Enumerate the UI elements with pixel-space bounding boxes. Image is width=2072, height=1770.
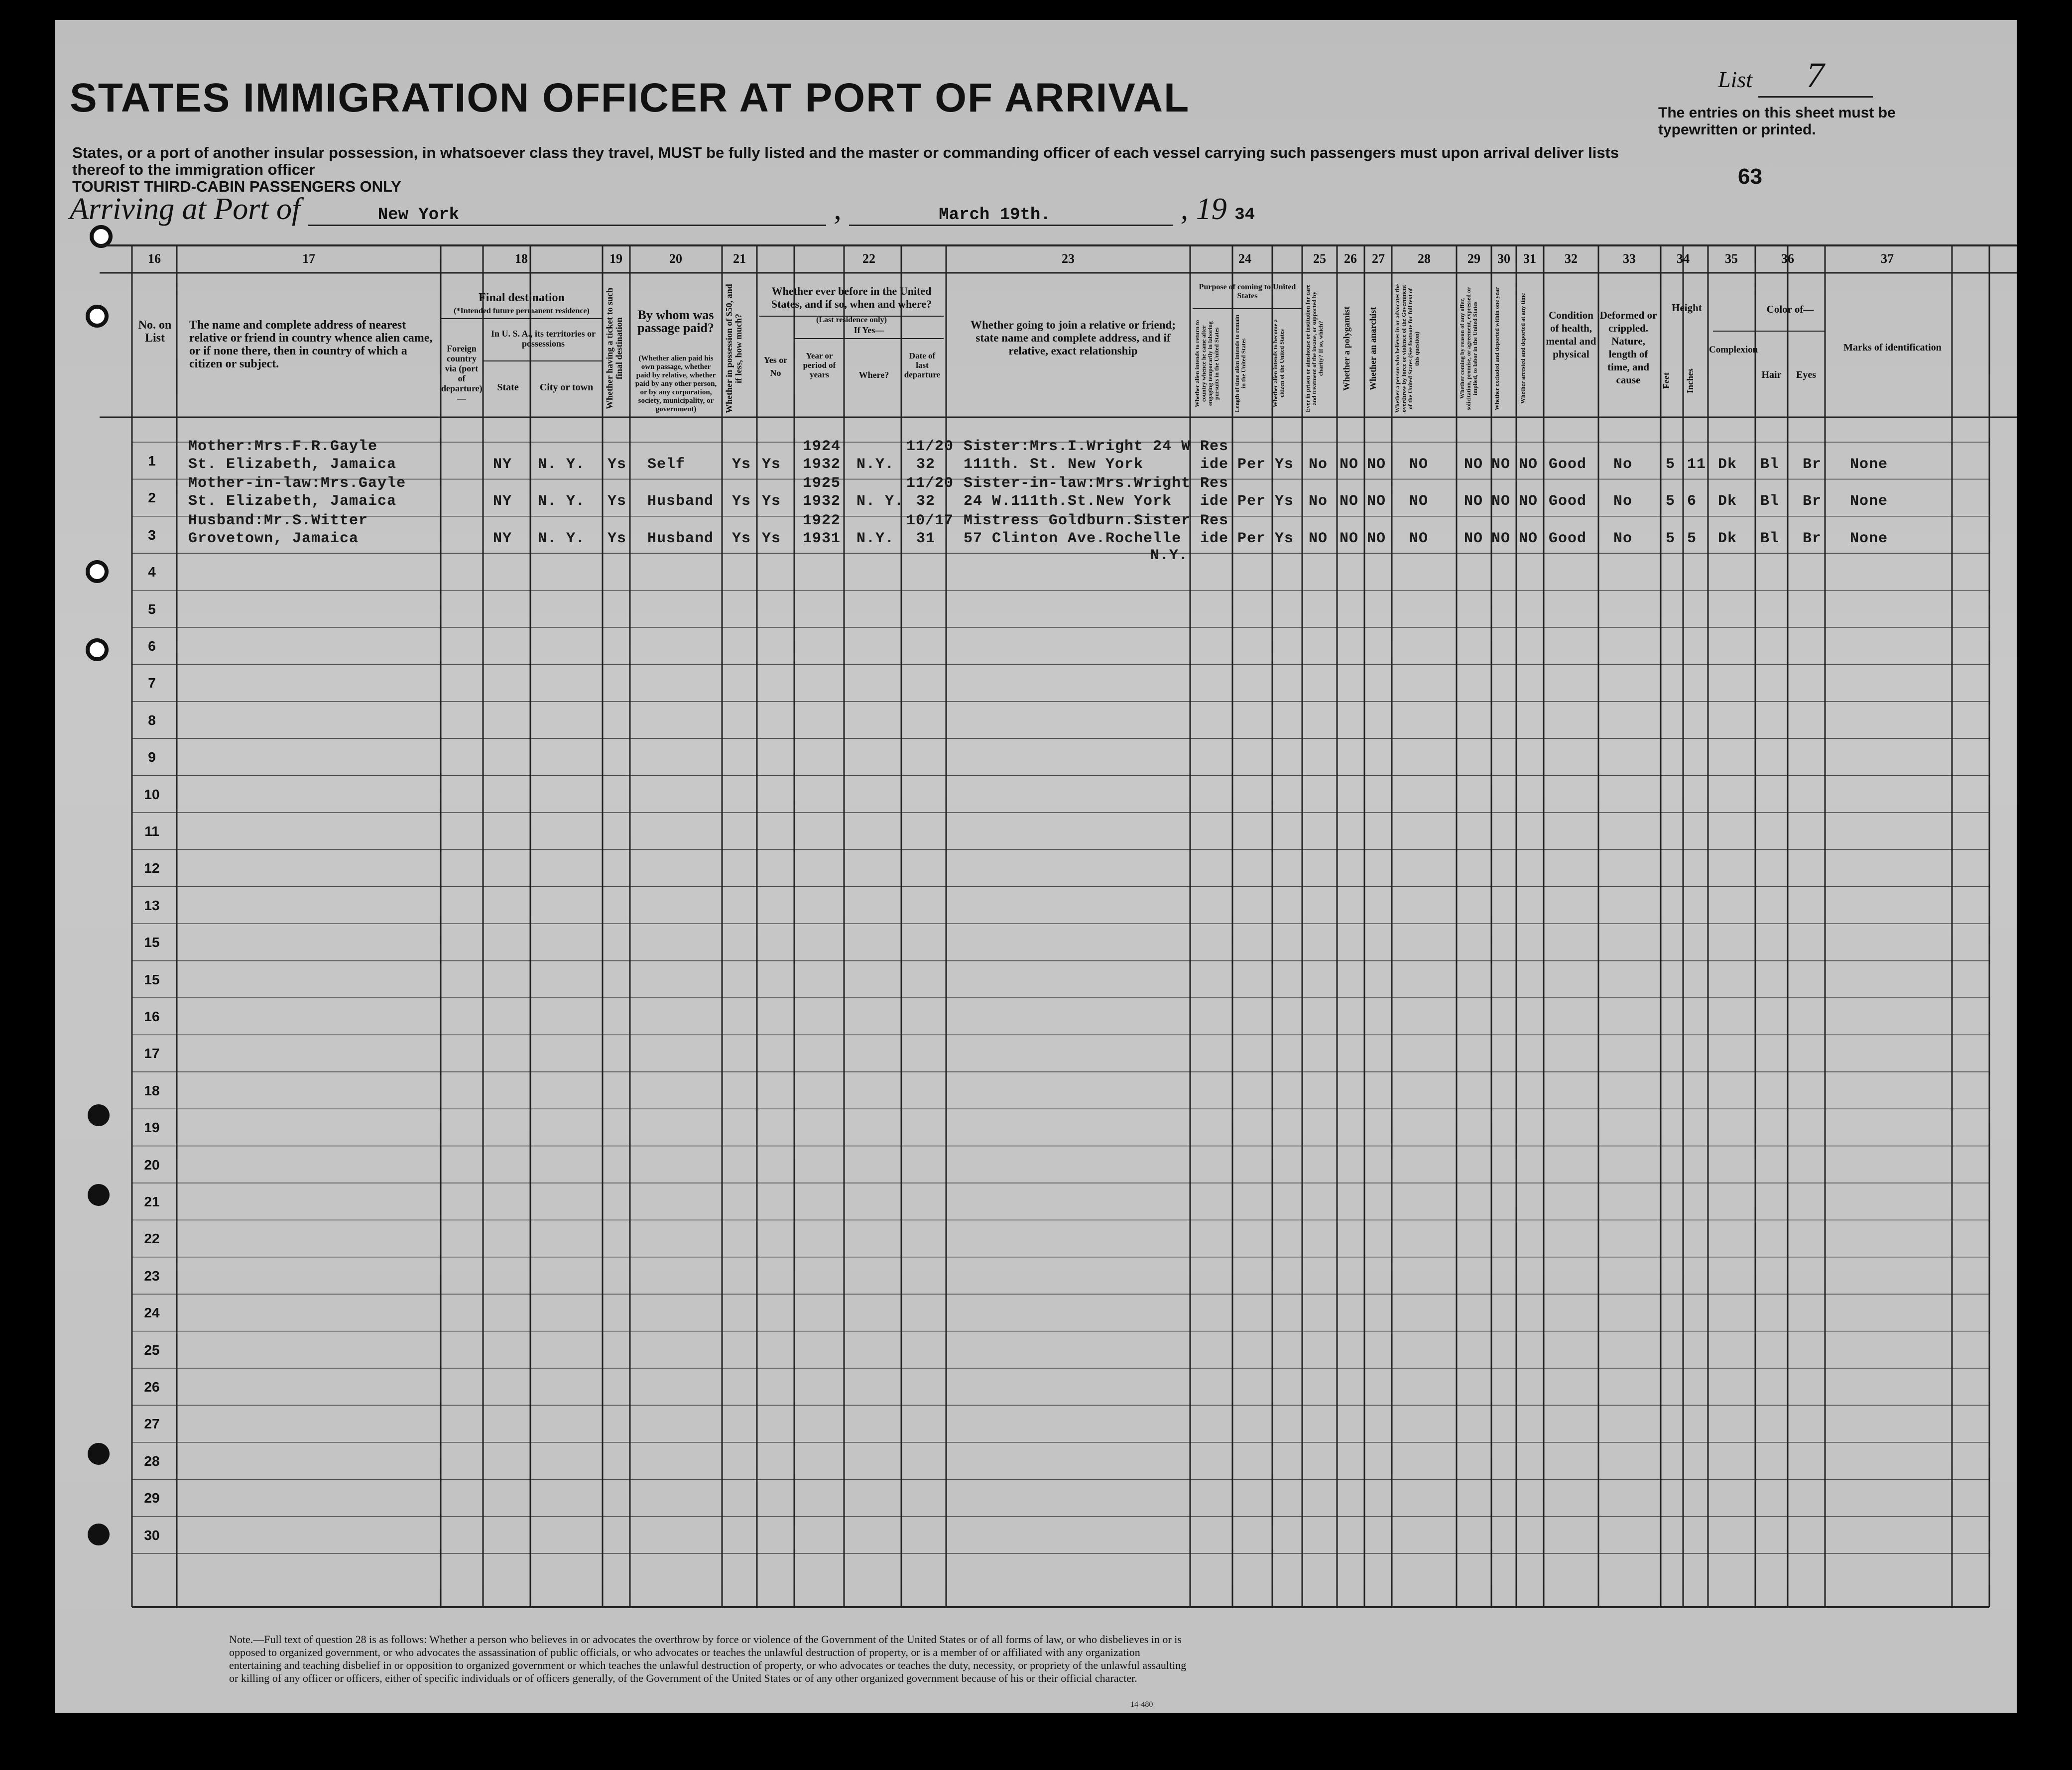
year-first: 1922: [803, 512, 841, 529]
purpose-return-header: Whether alien intends to return to country whence he came after engaging temporarily in laboring pursuits in the United States: [1194, 320, 1220, 407]
departure-date: 10/17: [906, 512, 954, 529]
row-number: 17: [144, 1046, 160, 1062]
date-field: March 19th.: [849, 206, 1173, 226]
joining-address: 57 Clinton Ave.Rochelle: [964, 530, 1182, 547]
q28-header: Whether a person who believes in or advocates the overthrow by force or violence of the Government of the United States (See footnote for full text of this question): [1394, 284, 1420, 413]
q29-value: NO: [1464, 530, 1483, 547]
ticket-value: Ys: [608, 493, 627, 510]
departure-date: 11/20: [906, 475, 954, 492]
inches-value: 11: [1687, 456, 1706, 473]
column-number: 20: [669, 251, 682, 266]
purpose-value-cont: ide: [1200, 493, 1229, 510]
q28-value: NO: [1409, 456, 1429, 473]
inches-value: 5: [1687, 530, 1697, 547]
form-number: 14-480: [1130, 1700, 1153, 1709]
row-number: 22: [144, 1231, 160, 1247]
inches-value: 6: [1687, 493, 1697, 510]
column-number: 27: [1372, 251, 1385, 266]
joining-name: Sister-in-law:Mrs.Wright: [964, 475, 1191, 492]
if-yes-header: If Yes—: [853, 325, 884, 335]
before-us-value: Ys: [762, 493, 781, 510]
column-number: 30: [1497, 251, 1510, 266]
money-value: Ys: [732, 456, 751, 473]
q31-header: Whether arrested and deported at any time: [1519, 293, 1526, 404]
polygamist-header: Whether a polygamist: [1341, 306, 1351, 391]
column-number: 34: [1677, 251, 1690, 266]
joining-address: 24 W.111th.St.New York: [964, 493, 1172, 510]
row-number: 20: [144, 1157, 160, 1173]
row-number: 21: [144, 1194, 160, 1209]
before-us-value: Ys: [762, 456, 781, 473]
q31-value: NO: [1519, 530, 1538, 547]
column-number: 29: [1467, 251, 1480, 266]
destination-state: NY: [493, 456, 512, 473]
final-destination-note: (*Intended future permanent residence): [454, 307, 590, 315]
hair-header: Hair: [1761, 369, 1782, 380]
column-number: 17: [302, 251, 315, 266]
where-value: N.Y.: [856, 456, 895, 473]
feet-value: 5: [1666, 493, 1676, 510]
row-number: 25: [144, 1342, 160, 1358]
where-value: N. Y.: [856, 493, 904, 510]
column-number: 22: [862, 251, 875, 266]
row-number: 3: [148, 527, 156, 543]
typewritten-note: The entries on this sheet must be typewritten or printed.: [1658, 105, 1896, 138]
destination-city: N. Y.: [538, 530, 586, 547]
column-number: 24: [1238, 251, 1251, 266]
column-number: 16: [148, 251, 161, 266]
relative-address: Grovetown, Jamaica: [188, 530, 359, 547]
arriving-label: Arriving at Port of: [70, 192, 301, 226]
column-number: 18: [515, 251, 528, 266]
row-number: 8: [148, 712, 156, 728]
deformed-value: No: [1613, 456, 1633, 473]
year-last: 1932: [803, 493, 841, 510]
ticket-value: Ys: [608, 456, 627, 473]
arrival-line: Arriving at Port of New York , March 19th. , 19 34: [70, 192, 1255, 226]
money-header: Whether in possession of $50, and if less, how much?: [724, 284, 743, 413]
city-header: City or town: [539, 382, 594, 393]
year-suffix: 34: [1234, 206, 1255, 225]
length-value: Per: [1237, 493, 1266, 510]
row-number: 18: [144, 1082, 160, 1098]
purpose-value-cont: ide: [1200, 456, 1229, 473]
departure-year: 32: [916, 493, 936, 510]
before-us-header: Whether ever before in the United States, and if so, when and where?: [771, 285, 932, 310]
q29-header: Whether coming by reason of any offer, solicitation, promise, or agreement, expressed or implied, to labor in the United States: [1459, 287, 1478, 410]
row-number: 13: [144, 897, 160, 913]
year-first: 1925: [803, 475, 841, 492]
ticket-value: Ys: [608, 530, 627, 547]
marks-value: None: [1850, 530, 1888, 547]
departure-year: 32: [916, 456, 936, 473]
where-value: N.Y.: [856, 530, 895, 547]
port-field: New York: [308, 206, 826, 226]
hair-value: Bl: [1760, 530, 1780, 547]
q31-value: NO: [1519, 456, 1538, 473]
row-number: 19: [144, 1120, 160, 1136]
row-number: 1: [148, 453, 156, 469]
ticket-header: Whether having a ticket to such final destination: [605, 287, 624, 410]
prison-value: No: [1309, 456, 1328, 473]
color-of-header: Color of—: [1766, 303, 1814, 315]
departure-date: 11/20: [906, 438, 954, 455]
foreign-country-header: Foreign country via (port of departure)—: [441, 344, 483, 403]
prison-header: Ever in prison or almshouse or institution for care and treatment of the insane, or supported by charity? If so, which?: [1304, 284, 1324, 413]
joining-name: Mistress Goldburn.Sister: [964, 512, 1191, 529]
eyes-value: Br: [1803, 493, 1822, 510]
purpose-value: Res: [1200, 438, 1229, 455]
row-number: 29: [144, 1490, 160, 1506]
row-number: 12: [144, 860, 160, 876]
date-departure-header: Date of last departure: [904, 351, 941, 379]
deformed-value: No: [1613, 530, 1633, 547]
polygamist-value: NO: [1340, 530, 1359, 547]
where-header: Where?: [858, 370, 889, 380]
column-number: 21: [733, 251, 746, 266]
footnote-q28: Note.—Full text of question 28 is as follows: Whether a person who believes in or advocates the overthrow by force or violence of the Government of the United States or of all forms of law, or who disbelieves in or is opposed to organized government, or who advocates the assassination of public officials, or who advocates or teaches the unlawful destruction of property, or is a member of or affiliated with any organization entertaining and teaching disbelief in or opposition to organized government or which teaches the unlawful destruction of property, or who advocates or teaches the duty, necessity, or propriety of the unlawful assaulting or killing of any officer or officers, either of specific individuals or of officers generally, of the Government of the United States or of any other organized government because of his or their official character.: [229, 1633, 1187, 1684]
year-last: 1932: [803, 456, 841, 473]
by-whom-header: By whom was passage paid?: [637, 308, 714, 335]
row-number: 23: [144, 1268, 160, 1284]
column-number: 35: [1725, 251, 1738, 266]
yes-no-header: Yes or No: [763, 355, 788, 378]
feet-value: 5: [1666, 456, 1676, 473]
destination-city: N. Y.: [538, 493, 586, 510]
joining-header: Whether going to join a relative or friend; state name and complete address, and if relative, exact relationship: [970, 319, 1176, 357]
paid-by-value: Husband: [647, 530, 714, 547]
complexion-value: Dk: [1718, 530, 1737, 547]
before-us-note: (Last residence only): [816, 316, 887, 324]
before-us-value: Ys: [762, 530, 781, 547]
deformed-value: No: [1613, 493, 1633, 510]
column-number: 23: [1062, 251, 1075, 266]
relative-address: St. Elizabeth, Jamaica: [188, 456, 397, 473]
departure-year: 31: [916, 530, 936, 547]
hair-value: Bl: [1760, 493, 1780, 510]
nearest-relative-header: The name and complete address of nearest relative or friend in country whence alien came, or if none there, then in country of which a citizen or subject.: [189, 319, 433, 370]
anarchist-value: NO: [1367, 456, 1386, 473]
row-number: 11: [144, 824, 159, 839]
q30-header: Whether excluded and deported within one year: [1493, 287, 1500, 410]
height-header: Height: [1672, 302, 1702, 314]
purpose-value: Res: [1200, 512, 1229, 529]
row-number: 16: [144, 1009, 160, 1024]
joining-name: Sister:Mrs.I.Wright 24 W: [964, 438, 1191, 455]
q28-value: NO: [1409, 530, 1429, 547]
health-value: Good: [1549, 530, 1587, 547]
in-usa-header: In U. S. A., its territories or possessions: [491, 329, 596, 349]
anarchist-value: NO: [1367, 530, 1386, 547]
form-title: STATES IMMIGRATION OFFICER AT PORT OF ARRIVAL: [70, 75, 1190, 120]
column-number: 28: [1418, 251, 1431, 266]
row-number: 7: [148, 675, 156, 691]
row-number: 26: [144, 1379, 160, 1395]
q30-value: NO: [1491, 493, 1511, 510]
inches-header: Inches: [1685, 368, 1695, 394]
q29-value: NO: [1464, 456, 1483, 473]
citizen-value: Ys: [1275, 493, 1294, 510]
row-number: 30: [144, 1527, 160, 1543]
year-prefix: 19: [1196, 192, 1227, 226]
list-number: 7: [1758, 55, 1873, 98]
deformed-header: Deformed or crippled. Nature, length of time, and cause: [1599, 309, 1657, 386]
row-number: 2: [148, 490, 156, 506]
complexion-value: Dk: [1718, 493, 1737, 510]
column-number: 36: [1781, 251, 1794, 266]
citizen-value: Ys: [1275, 456, 1294, 473]
state-header: State: [497, 382, 519, 393]
row-number: 15: [144, 935, 160, 950]
column-number: 31: [1523, 251, 1536, 266]
marks-header: Marks of identification: [1843, 342, 1942, 353]
q28-value: NO: [1409, 493, 1429, 510]
purpose-value-cont: ide: [1200, 530, 1229, 547]
length-value: Per: [1237, 530, 1266, 547]
column-number: 26: [1344, 251, 1357, 266]
hair-value: Bl: [1760, 456, 1780, 473]
passenger-class: TOURIST THIRD-CABIN PASSENGERS ONLY: [72, 178, 401, 195]
no-on-list-header: No. on List: [138, 319, 172, 345]
q30-value: NO: [1491, 456, 1511, 473]
complexion-value: Dk: [1718, 456, 1737, 473]
eyes-value: Br: [1803, 456, 1822, 473]
relative-name: Husband:Mr.S.Witter: [188, 512, 368, 529]
q30-value: NO: [1491, 530, 1511, 547]
eyes-value: Br: [1803, 530, 1822, 547]
year-period-header: Year or period of years: [803, 351, 836, 379]
anarchist-header: Whether an anarchist: [1368, 307, 1378, 390]
feet-value: 5: [1666, 530, 1676, 547]
column-number: 37: [1881, 251, 1894, 266]
row-number: 24: [144, 1305, 160, 1321]
complexion-header: Complexion: [1709, 345, 1758, 355]
column-number: 19: [609, 251, 622, 266]
polygamist-value: NO: [1340, 456, 1359, 473]
row-number: 10: [144, 786, 160, 802]
column-number: 25: [1313, 251, 1326, 266]
health-value: Good: [1549, 456, 1587, 473]
sheet-number: 63: [1738, 164, 1762, 189]
final-destination-header: Final destination: [479, 291, 565, 304]
eyes-header: Eyes: [1796, 369, 1816, 380]
health-value: Good: [1549, 493, 1587, 510]
column-number: 33: [1623, 251, 1636, 266]
prison-value: No: [1309, 493, 1328, 510]
citizen-value: Ys: [1275, 530, 1294, 547]
row-number: 9: [148, 749, 156, 765]
relative-name: Mother-in-law:Mrs.Gayle: [188, 475, 406, 492]
money-value: Ys: [732, 530, 751, 547]
destination-city: N. Y.: [538, 456, 586, 473]
joining-city: N.Y.: [1150, 547, 1189, 564]
health-header: Condition of health, mental and physical: [1546, 309, 1596, 360]
q29-value: NO: [1464, 493, 1483, 510]
year-last: 1931: [803, 530, 841, 547]
anarchist-value: NO: [1367, 493, 1386, 510]
paid-by-value: Husband: [647, 493, 714, 510]
by-whom-note: (Whether alien paid his own passage, whether paid by relative, whether paid by any other person, or by any corporation, society, municipality, or government): [635, 354, 717, 413]
row-number: 27: [144, 1416, 160, 1432]
row-number: 5: [148, 601, 156, 617]
prison-value: NO: [1309, 530, 1328, 547]
feet-header: Feet: [1661, 372, 1671, 389]
relative-name: Mother:Mrs.F.R.Gayle: [188, 438, 378, 455]
row-number: 4: [148, 564, 156, 580]
money-value: Ys: [732, 493, 751, 510]
purpose-length-header: Length of time alien intends to remain in the United States: [1233, 315, 1247, 412]
purpose-header: Purpose of coming to United States: [1199, 283, 1296, 300]
destination-state: NY: [493, 493, 512, 510]
row-number: 28: [144, 1453, 160, 1469]
relative-address: St. Elizabeth, Jamaica: [188, 493, 397, 510]
year-first: 1924: [803, 438, 841, 455]
polygamist-value: NO: [1340, 493, 1359, 510]
list-label: List: [1718, 67, 1753, 92]
row-number: 6: [148, 638, 156, 654]
length-value: Per: [1237, 456, 1266, 473]
destination-state: NY: [493, 530, 512, 547]
purpose-value: Res: [1200, 475, 1229, 492]
purpose-citizen-header: Whether alien intends to become a citizen of the United States: [1272, 319, 1285, 408]
column-number: 32: [1565, 251, 1578, 266]
q31-value: NO: [1519, 493, 1538, 510]
paid-by-value: Self: [647, 456, 686, 473]
marks-value: None: [1850, 456, 1888, 473]
marks-value: None: [1850, 493, 1888, 510]
joining-address: 111th. St. New York: [964, 456, 1144, 473]
form-instructions: States, or a port of another insular possession, in whatsoever class they travel, MUST be fully listed and the master or commanding officer of each vessel carrying such passengers must upon arrival deliver lists thereof to the immigration officer: [72, 144, 1619, 178]
row-number: 15: [144, 971, 160, 987]
